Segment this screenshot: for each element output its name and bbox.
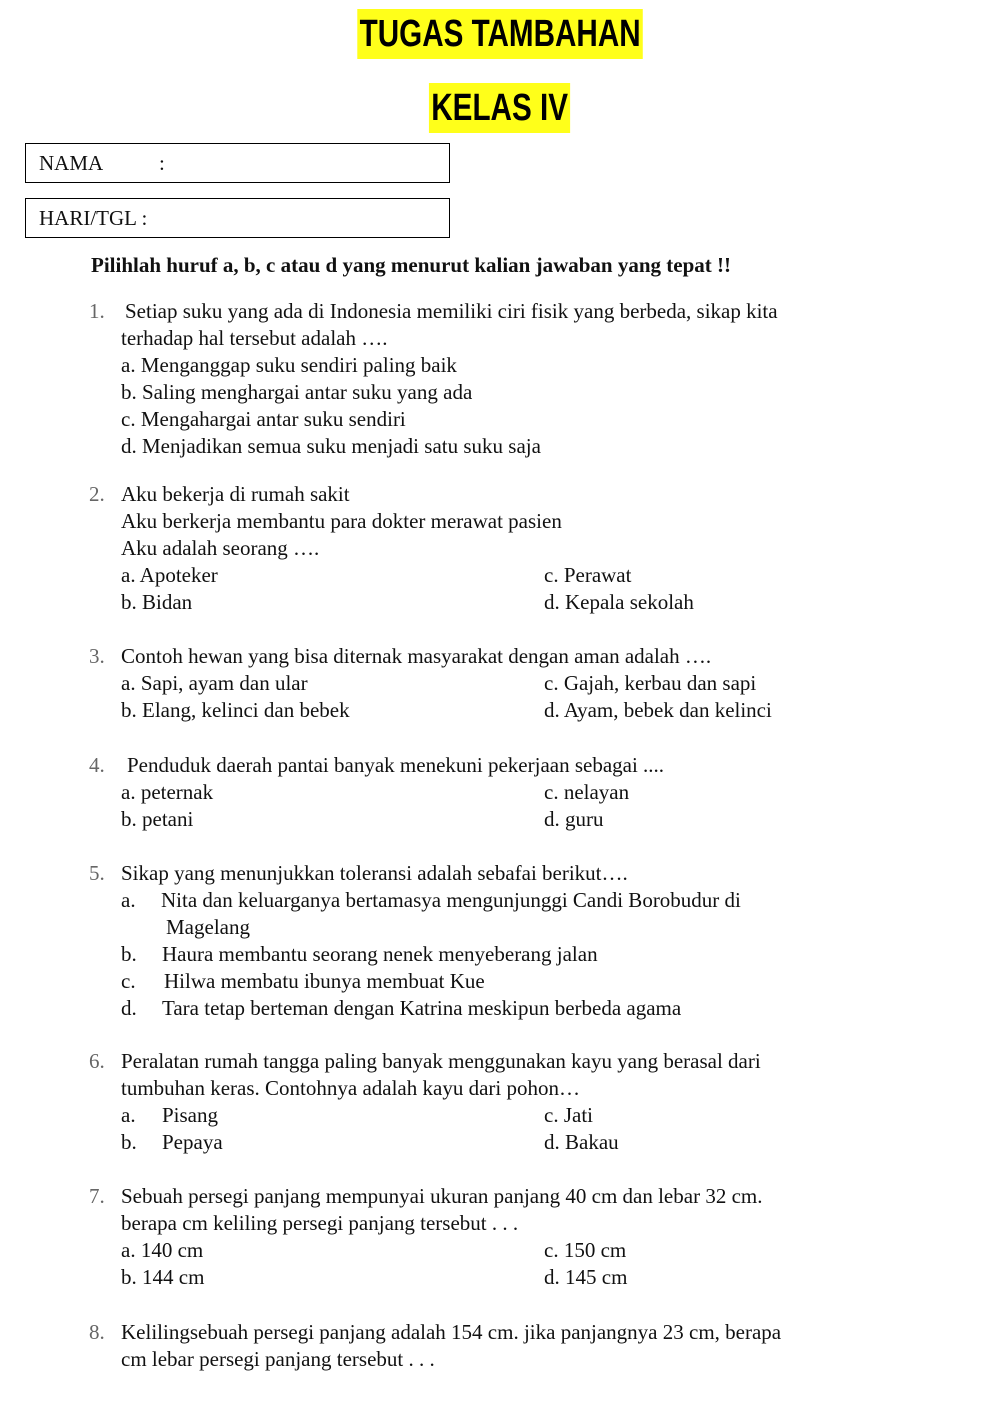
- question-text: terhadap hal tersebut adalah ….: [121, 326, 388, 350]
- option-b-letter[interactable]: b.: [121, 1130, 137, 1154]
- page-subtitle: [0, 83, 1000, 133]
- question-text: Aku adalah seorang ….: [121, 536, 320, 560]
- question-text: Contoh hewan yang bisa diternak masyarakat dengan aman adalah ….: [121, 644, 712, 668]
- subtitle-text: KELAS IV: [429, 83, 570, 133]
- option-b-letter[interactable]: b.: [121, 942, 137, 966]
- option-c[interactable]: c. Mengahargai antar suku sendiri: [121, 407, 406, 431]
- option-c[interactable]: c. Jati: [544, 1103, 593, 1127]
- hari-tgl-field[interactable]: [25, 198, 450, 238]
- option-a[interactable]: a. Sapi, ayam dan ular: [121, 671, 308, 695]
- option-b[interactable]: b. petani: [121, 807, 194, 831]
- instruction: Pilihlah huruf a, b, c atau d yang menurut kalian jawaban yang tepat !!: [91, 253, 732, 277]
- question-text: Kelilingsebuah persegi panjang adalah 154 cm. jika panjangnya 23 cm, berapa: [121, 1320, 782, 1344]
- option-b[interactable]: b. Saling menghargai antar suku yang ada: [121, 380, 473, 404]
- option-d[interactable]: d. Bakau: [544, 1130, 619, 1154]
- option-c[interactable]: Hilwa membatu ibunya membuat Kue: [164, 969, 485, 993]
- option-a-letter[interactable]: a.: [121, 1103, 136, 1127]
- option-a[interactable]: a. peternak: [121, 780, 214, 804]
- title-text: TUGAS TAMBAHAN: [357, 9, 643, 59]
- option-d[interactable]: d. guru: [544, 807, 604, 831]
- option-d[interactable]: d. 145 cm: [544, 1265, 628, 1289]
- question-number: 6.: [89, 1049, 105, 1073]
- option-b[interactable]: Haura membantu seorang nenek menyeberang jalan: [162, 942, 598, 966]
- question-text: Sebuah persegi panjang mempunyai ukuran panjang 40 cm dan lebar 32 cm.: [121, 1184, 763, 1208]
- question-text: tumbuhan keras. Contohnya adalah kayu dari pohon…: [121, 1076, 580, 1100]
- option-b[interactable]: b. 144 cm: [121, 1265, 205, 1289]
- option-a[interactable]: a. Apoteker: [121, 563, 218, 587]
- question-number: 1.: [89, 299, 105, 323]
- question-number: 5.: [89, 861, 105, 885]
- option-c-letter[interactable]: c.: [121, 969, 136, 993]
- option-d[interactable]: d. Ayam, bebek dan kelinci: [544, 698, 772, 722]
- nama-label: NAMA: [39, 151, 104, 175]
- nama-colon: :: [159, 151, 165, 175]
- option-a[interactable]: a. Menganggap suku sendiri paling baik: [121, 353, 457, 377]
- question-number: 7.: [89, 1184, 105, 1208]
- option-b[interactable]: b. Elang, kelinci dan bebek: [121, 698, 350, 722]
- nama-field[interactable]: [25, 143, 450, 183]
- option-d-letter[interactable]: d.: [121, 996, 137, 1020]
- option-c[interactable]: c. Gajah, kerbau dan sapi: [544, 671, 757, 695]
- page-title: [0, 9, 1000, 59]
- option-a[interactable]: Nita dan keluarganya bertamasya mengunjunggi Candi Borobudur di: [161, 888, 741, 912]
- option-a[interactable]: Pisang: [162, 1103, 219, 1127]
- question-text: Sikap yang menunjukkan toleransi adalah sebafai berikut….: [121, 861, 628, 885]
- question-text: Penduduk daerah pantai banyak menekuni pekerjaan sebagai ....: [127, 753, 665, 777]
- question-text: Aku bekerja di rumah sakit: [121, 482, 350, 506]
- question-text: berapa cm keliling persegi panjang tersebut . . .: [121, 1211, 519, 1235]
- question-number: 2.: [89, 482, 105, 506]
- option-d[interactable]: d. Kepala sekolah: [544, 590, 694, 614]
- option-a-letter[interactable]: a.: [121, 888, 136, 912]
- question-text: Peralatan rumah tangga paling banyak menggunakan kayu yang berasal dari: [121, 1049, 761, 1073]
- question-number: 3.: [89, 644, 105, 668]
- hari-tgl-label: HARI/TGL :: [39, 206, 148, 230]
- question-text: Aku berkerja membantu para dokter merawat pasien: [121, 509, 562, 533]
- question-number: 8.: [89, 1320, 105, 1344]
- question-text: cm lebar persegi panjang tersebut . . .: [121, 1347, 435, 1371]
- option-c[interactable]: c. Perawat: [544, 563, 632, 587]
- option-a[interactable]: a. 140 cm: [121, 1238, 204, 1262]
- question-text: Setiap suku yang ada di Indonesia memiliki ciri fisik yang berbeda, sikap kita: [125, 299, 778, 323]
- option-a-cont[interactable]: Magelang: [166, 915, 250, 939]
- option-b[interactable]: Pepaya: [162, 1130, 223, 1154]
- option-c[interactable]: c. nelayan: [544, 780, 630, 804]
- option-d[interactable]: Tara tetap berteman dengan Katrina meskipun berbeda agama: [162, 996, 682, 1020]
- option-c[interactable]: c. 150 cm: [544, 1238, 627, 1262]
- option-d[interactable]: d. Menjadikan semua suku menjadi satu suku saja: [121, 434, 541, 458]
- option-b[interactable]: b. Bidan: [121, 590, 193, 614]
- question-number: 4.: [89, 753, 105, 777]
